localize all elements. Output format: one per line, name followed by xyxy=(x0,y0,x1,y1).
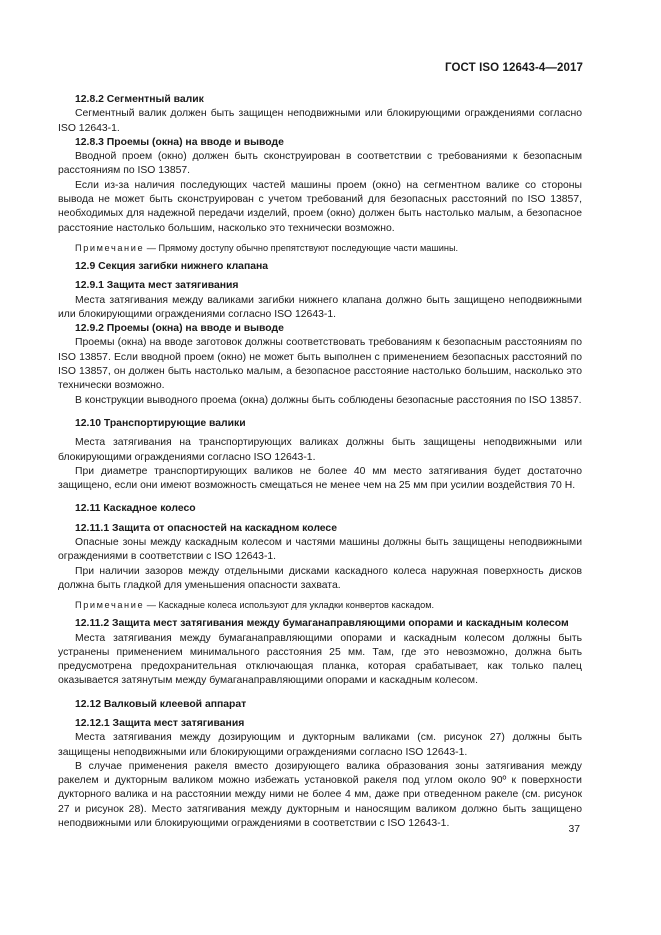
note-text: — Прямому доступу обычно препятствуют последующие части машины. xyxy=(144,242,459,253)
heading-12-9: 12.9 Секция загибки нижнего клапана xyxy=(75,260,269,272)
paragraph: Опасные зоны между каскадным колесом и частями машины должны быть защищены неподвижными ограждениями в соответствии с ISO 12643-1. xyxy=(58,537,582,563)
heading-12-11-1: 12.11.1 Защита от опасностей на каскадном колесе xyxy=(75,522,337,534)
paragraph: Сегментный валик должен быть защищен неподвижными или блокирующими ограждениями согласно ISO 12643-1. xyxy=(58,108,582,134)
paragraph: При диаметре транспортирующих валиков не более 40 мм место затягивания будет достаточно защищено, если они имеют возможность смещаться не менее чем на 25 мм при усилии воздействия 70 Н. xyxy=(58,465,582,492)
paragraph: В конструкции выводного проема (окна) должны быть соблюдены безопасные расстояния по ISO 13857. xyxy=(75,394,582,406)
heading-12-8-3: 12.8.3 Проемы (окна) на вводе и выводе xyxy=(75,136,284,148)
paragraph: Места затягивания между бумаганаправляющими опорами и каскадным колесом должны быть устранены применением минимального расстояния 25 мм. Там, где это невозможно, должна быть предусмотрена предохранительная отключающая планка, которая срабатывает, как только палец оказывается затянутым между бумаганаправляющими опорами и каскадным колесом. xyxy=(58,632,582,687)
paragraph: В случае применения ракеля вместо дозирующего валика образования зоны затягивания между ракелем и дукторным валиком можно избежать установкой ракеля под углом около 90º к поверхности дукторного валика и на расстоянии между ними не более 4 мм, даже при отведенном ракеле (см. рисунок 27 и рисунок 28). Место затягивания между дукторным и наносящим валиком должно быть защищено неподвижными или блокирующими ограждениями в соответствии с ISO 12643-1. xyxy=(58,760,582,830)
heading-12-11: 12.11 Каскадное колесо xyxy=(75,503,196,515)
note-label: Примечание xyxy=(75,242,145,253)
note-label: Примечание xyxy=(75,600,145,611)
page-number: 37 xyxy=(568,824,580,835)
paragraph: Если из-за наличия последующих частей машины проем (окно) на сегментном валике со стороны вывода не может быть сконструирован с учетом требований для безопасных расстояний по ISO 13857, необходимых для надежной передачи изделий, проем (окно) должен быть настолько малым, а безопасное расстояние настолько большим, насколько это технически возможно. xyxy=(58,179,582,234)
paragraph: При наличии зазоров между отдельными дисками каскадного колеса наружная поверхность дисков должна быть гладкой для уменьшения опасности захвата. xyxy=(58,565,582,591)
paragraph: Места затягивания между дозирующим и дукторным валиками (см. рисунок 27) должны быть защищены неподвижными или блокирующими ограждениями согласно ISO 12643-1. xyxy=(58,732,582,758)
heading-12-8-2: 12.8.2 Сегментный валик xyxy=(75,94,204,105)
paragraph: Проемы (окна) на вводе заготовок должны соответствовать требованиям к безопасным расстояниям по ISO 13857. Если вводной проем (окно) не может быть выполнен с применением безопасных расстояний по ISO 13857, он должен быть настолько малым, а безопасное расстояние настолько большим, насколько это технически возможно. xyxy=(58,337,582,392)
document-code-header: ГОСТ ISO 12643-4—2017 xyxy=(445,62,583,74)
heading-12-12-1: 12.12.1 Защита мест затягивания xyxy=(75,717,245,729)
note xyxy=(58,241,582,255)
paragraph: Места затягивания между валиками загибки нижнего клапана должно быть защищено неподвижными или блокирующими ограждениями согласно ISO 12643-1. xyxy=(58,294,582,320)
heading-12-11-2: 12.11.2 Защита мест затягивания между бумаганаправляющими опорами и каскадным колесом xyxy=(75,618,569,630)
note-text: — Каскадные колеса используют для укладки конвертов каскадом. xyxy=(144,600,435,611)
page-content xyxy=(58,93,582,831)
note xyxy=(58,598,582,612)
heading-12-9-1: 12.9.1 Защита мест затягивания xyxy=(75,280,239,292)
paragraph: Вводной проем (окно) должен быть сконструирован в соответствии с требованиями к безопасным расстояниям по ISO 13857. xyxy=(58,151,582,177)
heading-12-12: 12.12 Валковый клеевой аппарат xyxy=(75,698,247,710)
heading-12-10: 12.10 Транспортирующие валики xyxy=(75,417,246,429)
heading-12-9-2: 12.9.2 Проемы (окна) на вводе и выводе xyxy=(75,323,284,335)
paragraph: Места затягивания на транспортирующих валиках должны быть защищены неподвижными или блокирующими ограждениями согласно ISO 12643-1. xyxy=(58,437,582,463)
